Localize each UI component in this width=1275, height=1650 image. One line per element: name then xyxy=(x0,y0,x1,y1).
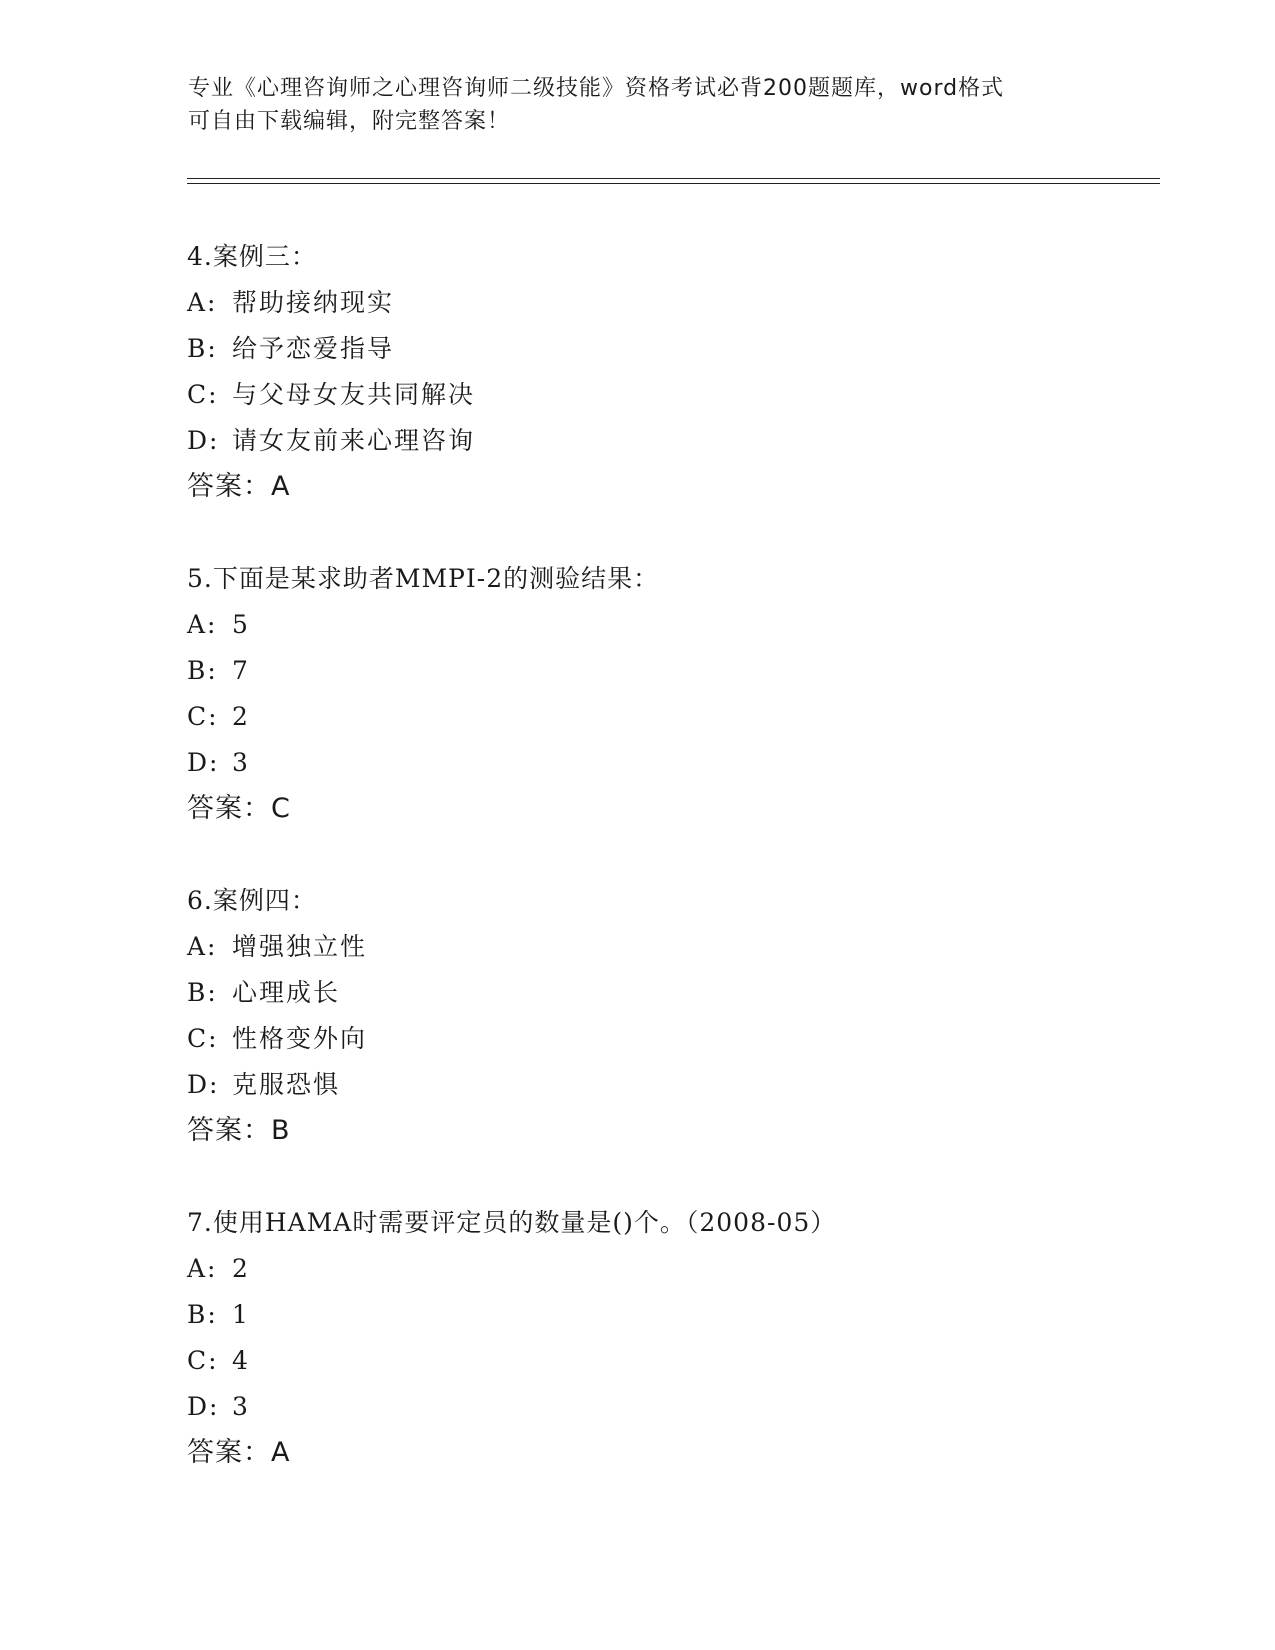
option-letter: A: xyxy=(187,1254,218,1283)
option-letter: A: xyxy=(187,932,218,961)
option-text: 性格变外向 xyxy=(232,1024,368,1053)
option-a xyxy=(187,924,1137,970)
option-text: 5 xyxy=(232,610,250,639)
header-divider-bottom xyxy=(187,183,1160,184)
option-letter: C: xyxy=(187,1346,219,1375)
option-a xyxy=(187,1246,1137,1292)
option-d xyxy=(187,418,1137,464)
option-letter: C: xyxy=(187,380,219,409)
option-b xyxy=(187,1292,1137,1338)
option-text: 克服恐惧 xyxy=(232,1070,341,1099)
option-letter: D: xyxy=(187,1392,220,1421)
option-text: 1 xyxy=(232,1300,250,1329)
option-c xyxy=(187,1016,1137,1062)
question-stem: 4.案例三： xyxy=(187,242,317,271)
header-line-1: 专业《心理咨询师之心理咨询师二级技能》资格考试必背200题题库，word格式 xyxy=(188,76,1005,101)
option-letter: D: xyxy=(187,426,220,455)
option-text: 帮助接纳现实 xyxy=(232,288,395,317)
option-letter: B: xyxy=(187,334,218,363)
option-text: 4 xyxy=(232,1346,250,1375)
question-5 xyxy=(187,556,1137,832)
question-6 xyxy=(187,878,1137,1154)
option-text: 3 xyxy=(232,1392,250,1421)
option-b xyxy=(187,648,1137,694)
option-text: 7 xyxy=(232,656,250,685)
option-letter: B: xyxy=(187,656,218,685)
option-letter: A: xyxy=(187,288,218,317)
question-stem: 5.下面是某求助者MMPI-2的测验结果： xyxy=(187,564,660,593)
option-a xyxy=(187,602,1137,648)
option-c xyxy=(187,372,1137,418)
option-d xyxy=(187,1384,1137,1430)
question-7 xyxy=(187,1200,1137,1476)
option-text: 3 xyxy=(232,748,250,777)
option-letter: D: xyxy=(187,1070,220,1099)
option-letter: A: xyxy=(187,610,218,639)
option-d xyxy=(187,740,1137,786)
option-text: 与父母女友共同解决 xyxy=(232,380,476,409)
option-text: 2 xyxy=(232,702,250,731)
option-text: 请女友前来心理咨询 xyxy=(232,426,476,455)
header-divider-top xyxy=(187,178,1160,179)
option-b xyxy=(187,970,1137,1016)
option-text: 给予恋爱指导 xyxy=(232,334,395,363)
option-text: 心理成长 xyxy=(232,978,341,1007)
option-letter: B: xyxy=(187,978,218,1007)
option-d xyxy=(187,1062,1137,1108)
option-letter: B: xyxy=(187,1300,218,1329)
document-header xyxy=(188,72,1088,138)
answer-text: 答案：A xyxy=(187,471,291,502)
header-line-2: 可自由下载编辑，附完整答案！ xyxy=(188,109,511,134)
option-letter: C: xyxy=(187,702,219,731)
question-stem: 7.使用HAMA时需要评定员的数量是()个。（2008-05） xyxy=(187,1208,837,1237)
question-list xyxy=(187,234,1137,1522)
option-c xyxy=(187,1338,1137,1384)
option-a xyxy=(187,280,1137,326)
answer-text: 答案：A xyxy=(187,1437,291,1468)
option-letter: D: xyxy=(187,748,220,777)
option-c xyxy=(187,694,1137,740)
option-b xyxy=(187,326,1137,372)
question-4 xyxy=(187,234,1137,510)
question-stem: 6.案例四： xyxy=(187,886,317,915)
answer-text: 答案：C xyxy=(187,793,291,824)
answer-text: 答案：B xyxy=(187,1115,291,1146)
option-text: 2 xyxy=(232,1254,250,1283)
option-text: 增强独立性 xyxy=(232,932,368,961)
option-letter: C: xyxy=(187,1024,219,1053)
